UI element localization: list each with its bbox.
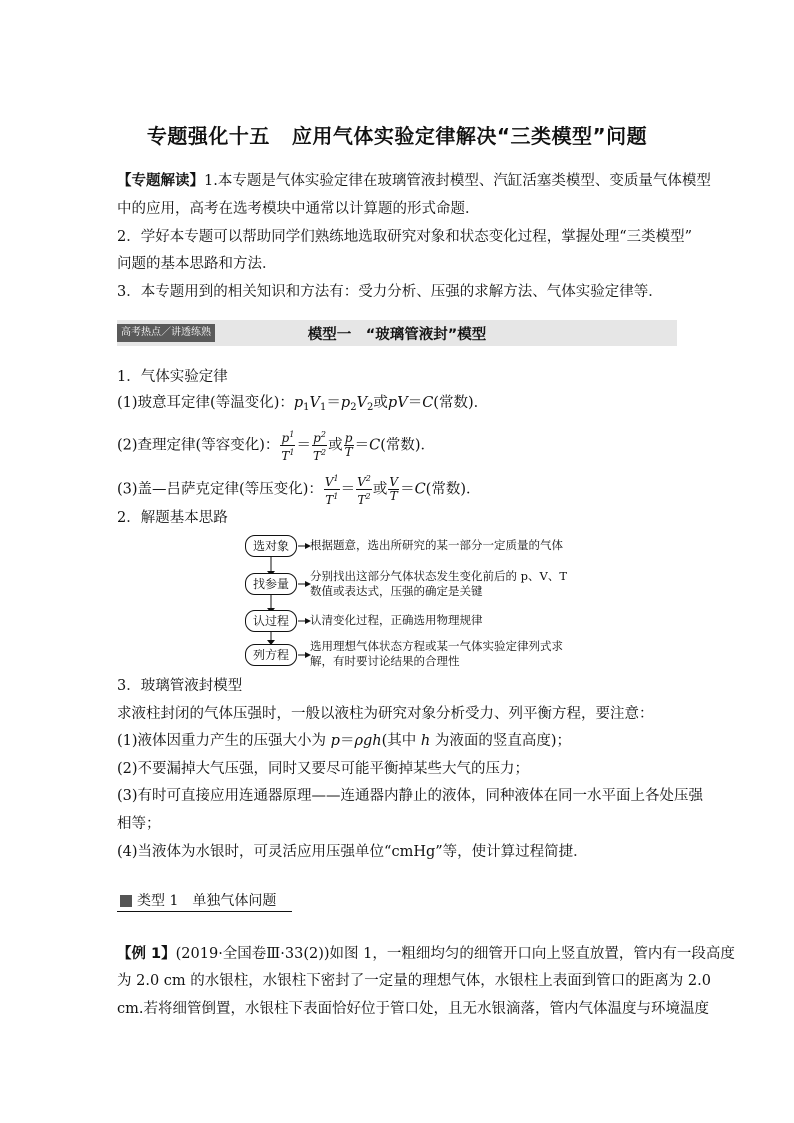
boyle-law-line: (1)玻意耳定律(等温变化)：$p_1V_1=p_2V_2$或pV＝C(常数)． <box>117 395 489 413</box>
charles-tail: (常数)． <box>380 437 436 454</box>
fraction: $\frac{p^2}{T^2}$ <box>312 430 327 463</box>
boyle-or: 或 <box>373 395 388 411</box>
fraction: $\frac{V^1}{T^1}$ <box>324 474 339 507</box>
sec3-heading: 3．玻璃管液封模型 <box>117 678 243 694</box>
title-part-2: 应用气体实验定律解决“三类模型”问题 <box>291 124 648 148</box>
flow-text-identify-process: 认清变化过程，正确选用物理规律 <box>310 613 483 627</box>
sec3-line-2b: (其中 <box>381 733 421 749</box>
intro-tag: 【专题解读】 <box>117 173 204 189</box>
charles-prefix: (2)查理定律(等容变化)： <box>117 437 280 454</box>
fraction: $\frac{p}{T}$ <box>344 431 353 459</box>
gay-or: 或 <box>372 481 388 498</box>
boyle-tail: (常数)． <box>433 395 489 411</box>
section-banner <box>117 320 677 346</box>
sec1-heading: 1．气体实验定律 <box>117 369 228 385</box>
gay-prefix: (3)盖—吕萨克定律(等压变化)： <box>117 481 323 498</box>
charles-or: 或 <box>328 437 343 454</box>
flow-text-select-object: 根据题意，选出所研究的某一部分一定质量的气体 <box>310 538 563 552</box>
example-line-2: 为 2.0 cm 的水银柱，水银柱下密封了一定量的理想气体，水银柱上表面到管口的距离为 2.0 <box>117 973 711 989</box>
sec3-line-4: (3)有时可直接应用连通器原理——连通器内静止的液体，同种液体在同一水平面上各处压强 <box>117 788 704 804</box>
sec3-line-6: (4)当液体为水银时，可灵活应用压强单位“cmHg”等，使计算过程简捷． <box>117 844 588 860</box>
intro-line-5: 3．本专题用到的相关知识和方法有：受力分析、压强的求解方法、气体实验定律等． <box>117 284 663 300</box>
gay-tail: (常数)． <box>425 481 481 498</box>
flow-node-write-equation: 列方程 <box>245 644 297 666</box>
title-part-1: 专题强化十五 <box>146 124 270 148</box>
flow-text-find-parameters-2: 数值或表达式，压强的确定是关键 <box>310 584 483 598</box>
sec3-line-5: 相等； <box>117 816 161 832</box>
flow-text-write-equation-2: 解，有时要讨论结果的合理性 <box>310 654 460 668</box>
flow-node-identify-process: 认过程 <box>245 610 297 632</box>
flow-text-find-parameters-1: 分别找出这部分气体状态发生变化前后的 p、V、T <box>310 569 567 583</box>
banner-title: 模型一 “玻璃管液封”模型 <box>307 327 487 343</box>
sec3-line-2a: (1)液体因重力产生的压强大小为 <box>117 733 331 749</box>
square-icon <box>120 895 132 907</box>
fraction: $\frac{V}{T}$ <box>389 475 399 503</box>
example-text-1: (2019·全国卷Ⅲ·33(2))如图 1，一粗细均匀的细管开口向上竖直放置，管内有一段高度 <box>175 946 735 962</box>
gay-lussac-law-line: (3)盖—吕萨克定律(等压变化)： $\frac{V^1}{T^1}$ ＝ $\frac{V^2}{T^2}$ 或 $\frac{V}{T}$ ＝C(常数)． <box>117 474 481 507</box>
boyle-prefix: (1)玻意耳定律(等温变化)： <box>117 395 294 411</box>
type-1-label: 类型 1 单独气体问题 <box>137 893 277 909</box>
sec3-line-1: 求液柱封闭的气体压强时，一般以液柱为研究对象分析受力、列平衡方程，要注意： <box>117 706 654 722</box>
sec2-heading: 2．解题基本思路 <box>117 510 228 526</box>
page-title <box>0 120 794 149</box>
flow-node-select-object: 选对象 <box>245 535 297 557</box>
fraction: $\frac{p^1}{T^1}$ <box>281 430 295 463</box>
sec3-line-3: (2)不要漏掉大气压强，同时又要尽可能平衡掉某些大气的压力； <box>117 761 530 777</box>
intro-text-1: 1.本专题是气体实验定律在玻璃管液封模型、汽缸活塞类模型、变质量气体模型 <box>204 173 711 189</box>
charles-law-line: (2)查理定律(等容变化)： $\frac{p^1}{T^1}$ ＝ $\frac{p^2}{T^2}$ 或 $\frac{p}{T}$ ＝C(常数)． <box>117 430 436 463</box>
intro-line-2: 中的应用，高考在选考模块中通常以计算题的形式命题． <box>117 201 480 217</box>
type-1-header <box>117 891 292 912</box>
example-line-3: cm.若将细管倒置，水银柱下表面恰好位于管口处，且无水银滴落，管内气体温度与环境温度 <box>117 1001 709 1017</box>
sec3-line-2c: 为液面的竖直高度)； <box>430 733 571 749</box>
flow-text-write-equation-1: 选用理想气体状态方程或某一气体实验定律列式求 <box>310 639 563 653</box>
sec3-line-2: (1)液体因重力产生的压强大小为 p＝ρgh(其中 h 为液面的竖直高度)； <box>117 733 571 749</box>
banner-tag: 高考热点／讲透练熟 <box>117 324 215 342</box>
intro-line-1 <box>117 171 711 191</box>
intro-line-4: 问题的基本思路和方法． <box>117 256 277 272</box>
intro-line-3: 2．学好本专题可以帮助同学们熟练地选取研究对象和状态变化过程，掌握处理“三类模型” <box>117 229 693 245</box>
example-line-1 <box>117 944 735 964</box>
flow-node-find-parameters: 找参量 <box>245 573 297 595</box>
example-tag: 【例 1】 <box>117 946 176 962</box>
fraction: $\frac{V^2}{T^2}$ <box>357 474 371 507</box>
